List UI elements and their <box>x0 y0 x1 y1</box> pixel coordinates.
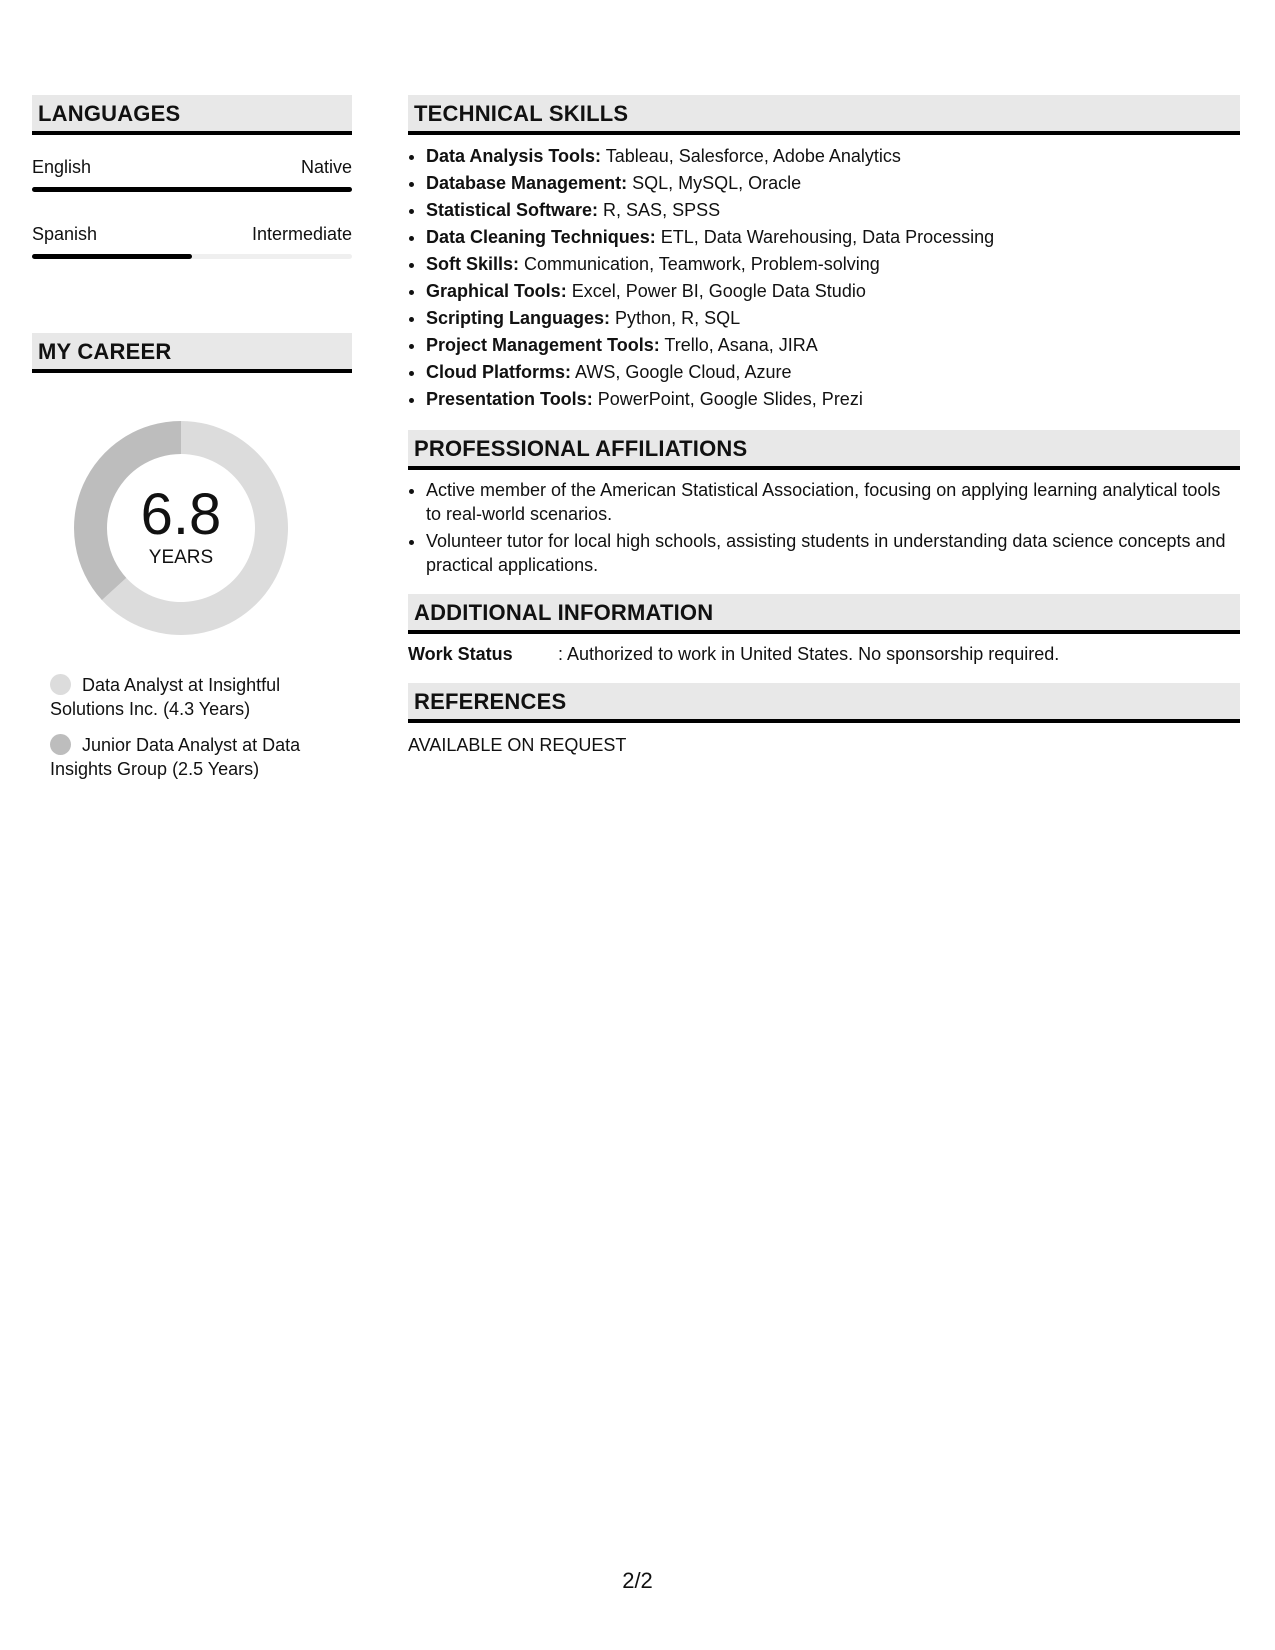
affiliation-item: • Volunteer tutor for local high schools, assisting students in understanding data science concepts and practical applications. <box>426 529 1240 577</box>
skill-value: Trello, Asana, JIRA <box>659 335 818 355</box>
language-item-english <box>32 155 352 192</box>
right-column <box>408 95 1240 757</box>
career-role-text: Data Analyst at Insightful Solutions Inc. (4.3 Years) <box>50 675 281 719</box>
legend-dot-icon <box>50 734 71 755</box>
work-status-label: Work Status <box>408 644 513 664</box>
skill-label: Presentation Tools: <box>426 389 593 409</box>
career-legend-item <box>50 733 352 781</box>
career-role-text: Junior Data Analyst at Data Insights Group (2.5 Years) <box>50 735 301 779</box>
language-name: English <box>32 157 92 177</box>
work-status-row <box>408 642 1240 666</box>
references-heading: REFERENCES <box>408 683 1240 723</box>
skill-label: Soft Skills: <box>426 254 520 274</box>
skill-value: SQL, MySQL, Oracle <box>627 173 802 193</box>
skill-value: R, SAS, SPSS <box>598 200 721 220</box>
skill-item <box>426 224 1240 251</box>
skill-item <box>426 278 1240 305</box>
career-total-unit: YEARS <box>148 547 214 568</box>
languages-heading: LANGUAGES <box>32 95 352 135</box>
language-level: Native <box>300 157 352 177</box>
language-proficiency-bar <box>32 254 352 259</box>
work-status-value: : Authorized to work in United States. No sponsorship required. <box>558 644 1060 664</box>
technical-skills-heading: TECHNICAL SKILLS <box>408 95 1240 135</box>
technical-skills-list <box>408 143 1240 413</box>
language-proficiency-bar <box>32 187 352 192</box>
skill-label: Project Management Tools: <box>426 335 660 355</box>
skill-item <box>426 197 1240 224</box>
page-number: 2/2 <box>622 1568 653 1593</box>
skill-item <box>426 143 1240 170</box>
career-heading: MY CAREER <box>32 333 352 373</box>
skill-item <box>426 251 1240 278</box>
skill-label: Data Analysis Tools: <box>426 146 602 166</box>
references-text: AVAILABLE ON REQUEST <box>408 735 627 755</box>
skill-value: Communication, Teamwork, Problem-solving <box>519 254 880 274</box>
language-proficiency-fill <box>32 254 192 259</box>
skill-label: Database Management: <box>426 173 628 193</box>
affiliation-item: • Active member of the American Statistical Association, focusing on applying learning analytical tools to real-world scenarios. <box>426 478 1240 526</box>
additional-info-heading: ADDITIONAL INFORMATION <box>408 594 1240 634</box>
language-level: Intermediate <box>251 224 352 244</box>
skill-value: ETL, Data Warehousing, Data Processing <box>655 227 995 247</box>
skill-value: Excel, Power BI, Google Data Studio <box>566 281 866 301</box>
career-total-value: 6.8 <box>140 482 222 547</box>
skill-value: Python, R, SQL <box>610 308 741 328</box>
language-name: Spanish <box>32 224 98 244</box>
skill-label: Statistical Software: <box>426 200 599 220</box>
skill-value: Tableau, Salesforce, Adobe Analytics <box>601 146 901 166</box>
legend-dot-icon <box>50 674 71 695</box>
language-proficiency-fill <box>32 187 352 192</box>
skill-value: PowerPoint, Google Slides, Prezi <box>592 389 863 409</box>
affiliations-list <box>408 478 1240 577</box>
skill-item <box>426 332 1240 359</box>
skill-value: AWS, Google Cloud, Azure <box>571 362 792 382</box>
skill-item <box>426 386 1240 413</box>
skill-label: Data Cleaning Techniques: <box>426 227 656 247</box>
left-column <box>32 95 352 793</box>
language-item-spanish <box>32 222 352 259</box>
career-legend-item <box>50 673 352 721</box>
career-legend <box>32 673 352 781</box>
skill-label: Cloud Platforms: <box>426 362 572 382</box>
skill-item <box>426 359 1240 386</box>
skill-label: Graphical Tools: <box>426 281 567 301</box>
skill-item <box>426 305 1240 332</box>
affiliations-heading: PROFESSIONAL AFFILIATIONS <box>408 430 1240 470</box>
skill-label: Scripting Languages: <box>426 308 611 328</box>
career-donut-chart <box>66 413 296 643</box>
skill-item <box>426 170 1240 197</box>
